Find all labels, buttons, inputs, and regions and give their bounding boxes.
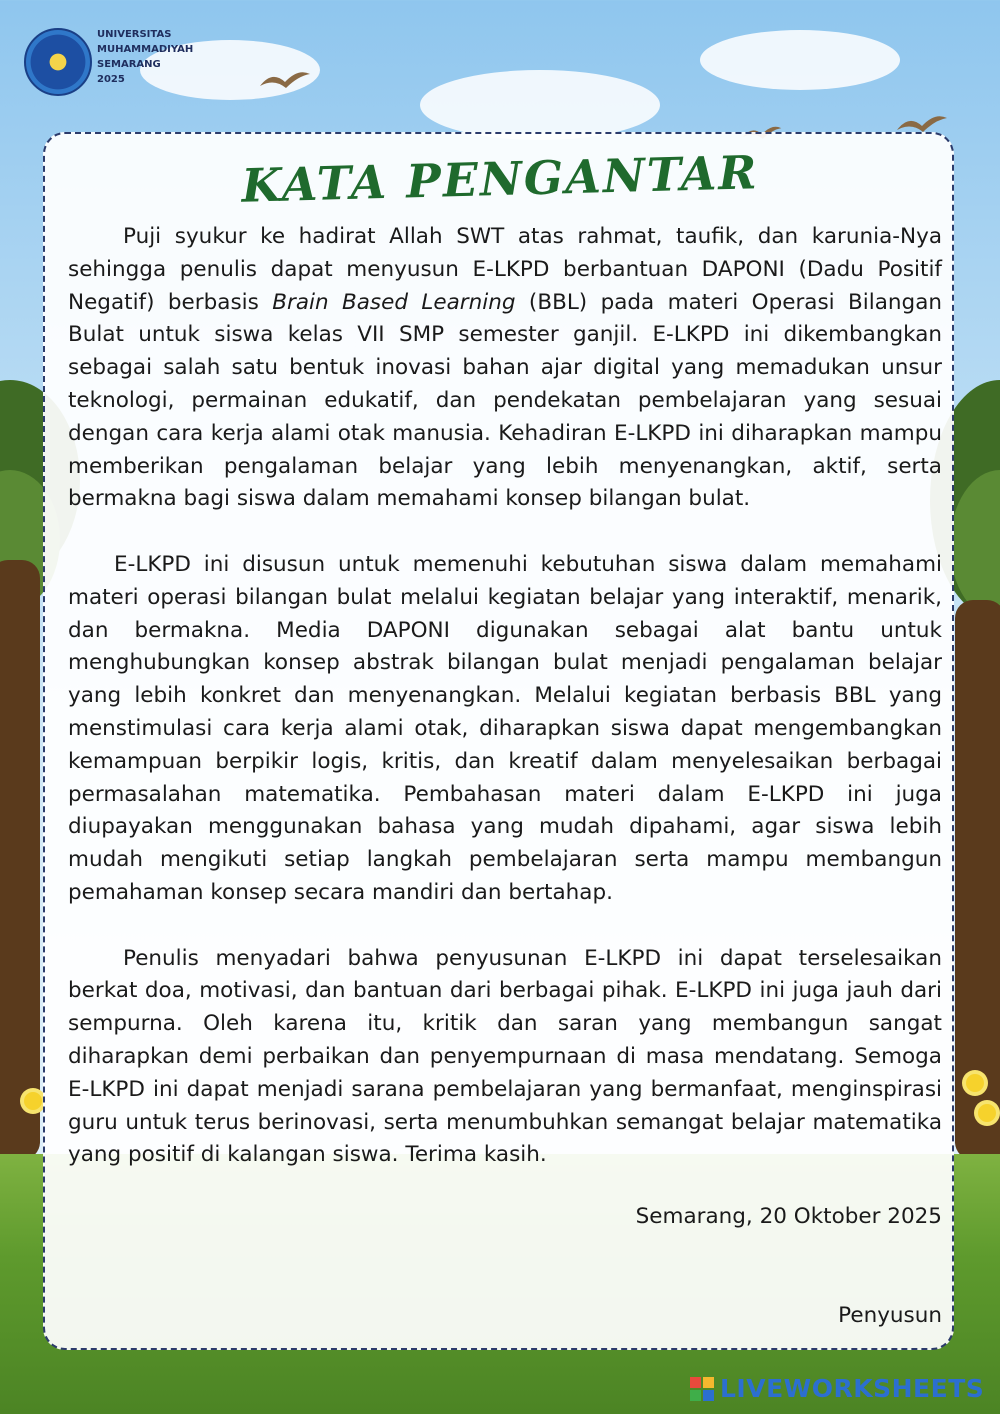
paragraph-2: E-LKPD ini disusun untuk memenuhi kebutuhan siswa dalam memahami materi operasi bilangan bulat melalui kegiatan belajar yang interaktif, menarik, dan bermakna. Media DAPONI digunakan sebagai alat bantu untuk menghubungkan konsep abstrak bilangan bulat menjadi pengalaman belajar yang lebih konkret dan menyenangkan. Melalui kegiatan berbasis BBL yang menstimulasi cara kerja alami otak, diharapkan siswa dapat mengembangkan kemampuan berpikir logis, kritis, dan kreatif dalam menyelesaikan berbagai permasalahan matematika. Pembahasan materi dalam E-LKPD ini juga diupayakan menggunakan bahasa yang mudah dipahami, agar siswa lebih mudah mengikuti setiap langkah pembelajaran serta mampu membangun pemahaman konsep secara mandiri dan bertahap. (68, 551, 942, 905)
institution-name (97, 27, 193, 87)
institution-line: SEMARANG (97, 59, 161, 70)
institution-line: UNIVERSITAS (97, 29, 172, 40)
flower-icon (966, 1074, 984, 1092)
institution-line: MUHAMMADIYAH (97, 44, 194, 55)
flower-icon (24, 1092, 42, 1110)
page-title: KATA PENGANTAR (240, 145, 760, 213)
paragraph-1 (68, 221, 942, 516)
paragraph-1-text-end: (BBL) pada materi Operasi Bilangan Bulat untuk siswa kelas VII SMP semester ganjil. E-LKPD ini dikembangkan sebagai salah satu bentuk inovasi bahan ajar digital yang memadukan unsur teknologi, permainan edukatif, dan pendekatan pembelajaran yang sesuai dengan cara kerja alami otak manusia. Kehadiran E-LKPD ini diharapkan mampu memberikan pengalaman belajar yang lebih menyenangkan, aktif, serta bermakna bagi siswa dalam memahami konsep bilangan bulat. (68, 289, 942, 512)
body-text (68, 221, 942, 1172)
liveworksheets-text: LIVEWORKSHEETS (720, 1374, 985, 1403)
university-logo-icon (24, 28, 92, 96)
flower-icon (978, 1104, 996, 1122)
paragraph-3: Penulis menyadari bahwa penyusunan E-LKPD ini dapat terselesaikan berkat doa, motivasi, dan bantuan dari berbagai pihak. E-LKPD ini juga jauh dari sempurna. Oleh karena itu, kritik dan saran yang membangun sangat diharapkan demi perbaikan dan penyempurnaan di masa mendatang. Semoga E-LKPD ini dapat menjadi sarana pembelajaran yang bermanfaat, menginspirasi guru untuk terus berinovasi, serta menumbuhkan semangat belajar matematika yang positif di kalangan siswa. Terima kasih. (68, 945, 942, 1168)
liveworksheets-watermark (690, 1374, 984, 1403)
closing-signature: Penyusun (838, 1303, 942, 1328)
paragraph-1-text: Puji syukur ke hadirat Allah SWT atas rahmat, taufik, dan karunia-Nya sehingga penulis dapat menyusun E-LKPD berbantuan DAPONI (Dadu Positif Negatif) berbasis (68, 224, 942, 315)
liveworksheets-logo-icon (690, 1377, 714, 1401)
bird-icon (258, 66, 312, 92)
closing-place-date: Semarang, 20 Oktober 2025 (635, 1204, 942, 1229)
paragraph-1-italic: Brain Based Learning (272, 289, 516, 315)
institution-line: 2025 (97, 74, 125, 85)
